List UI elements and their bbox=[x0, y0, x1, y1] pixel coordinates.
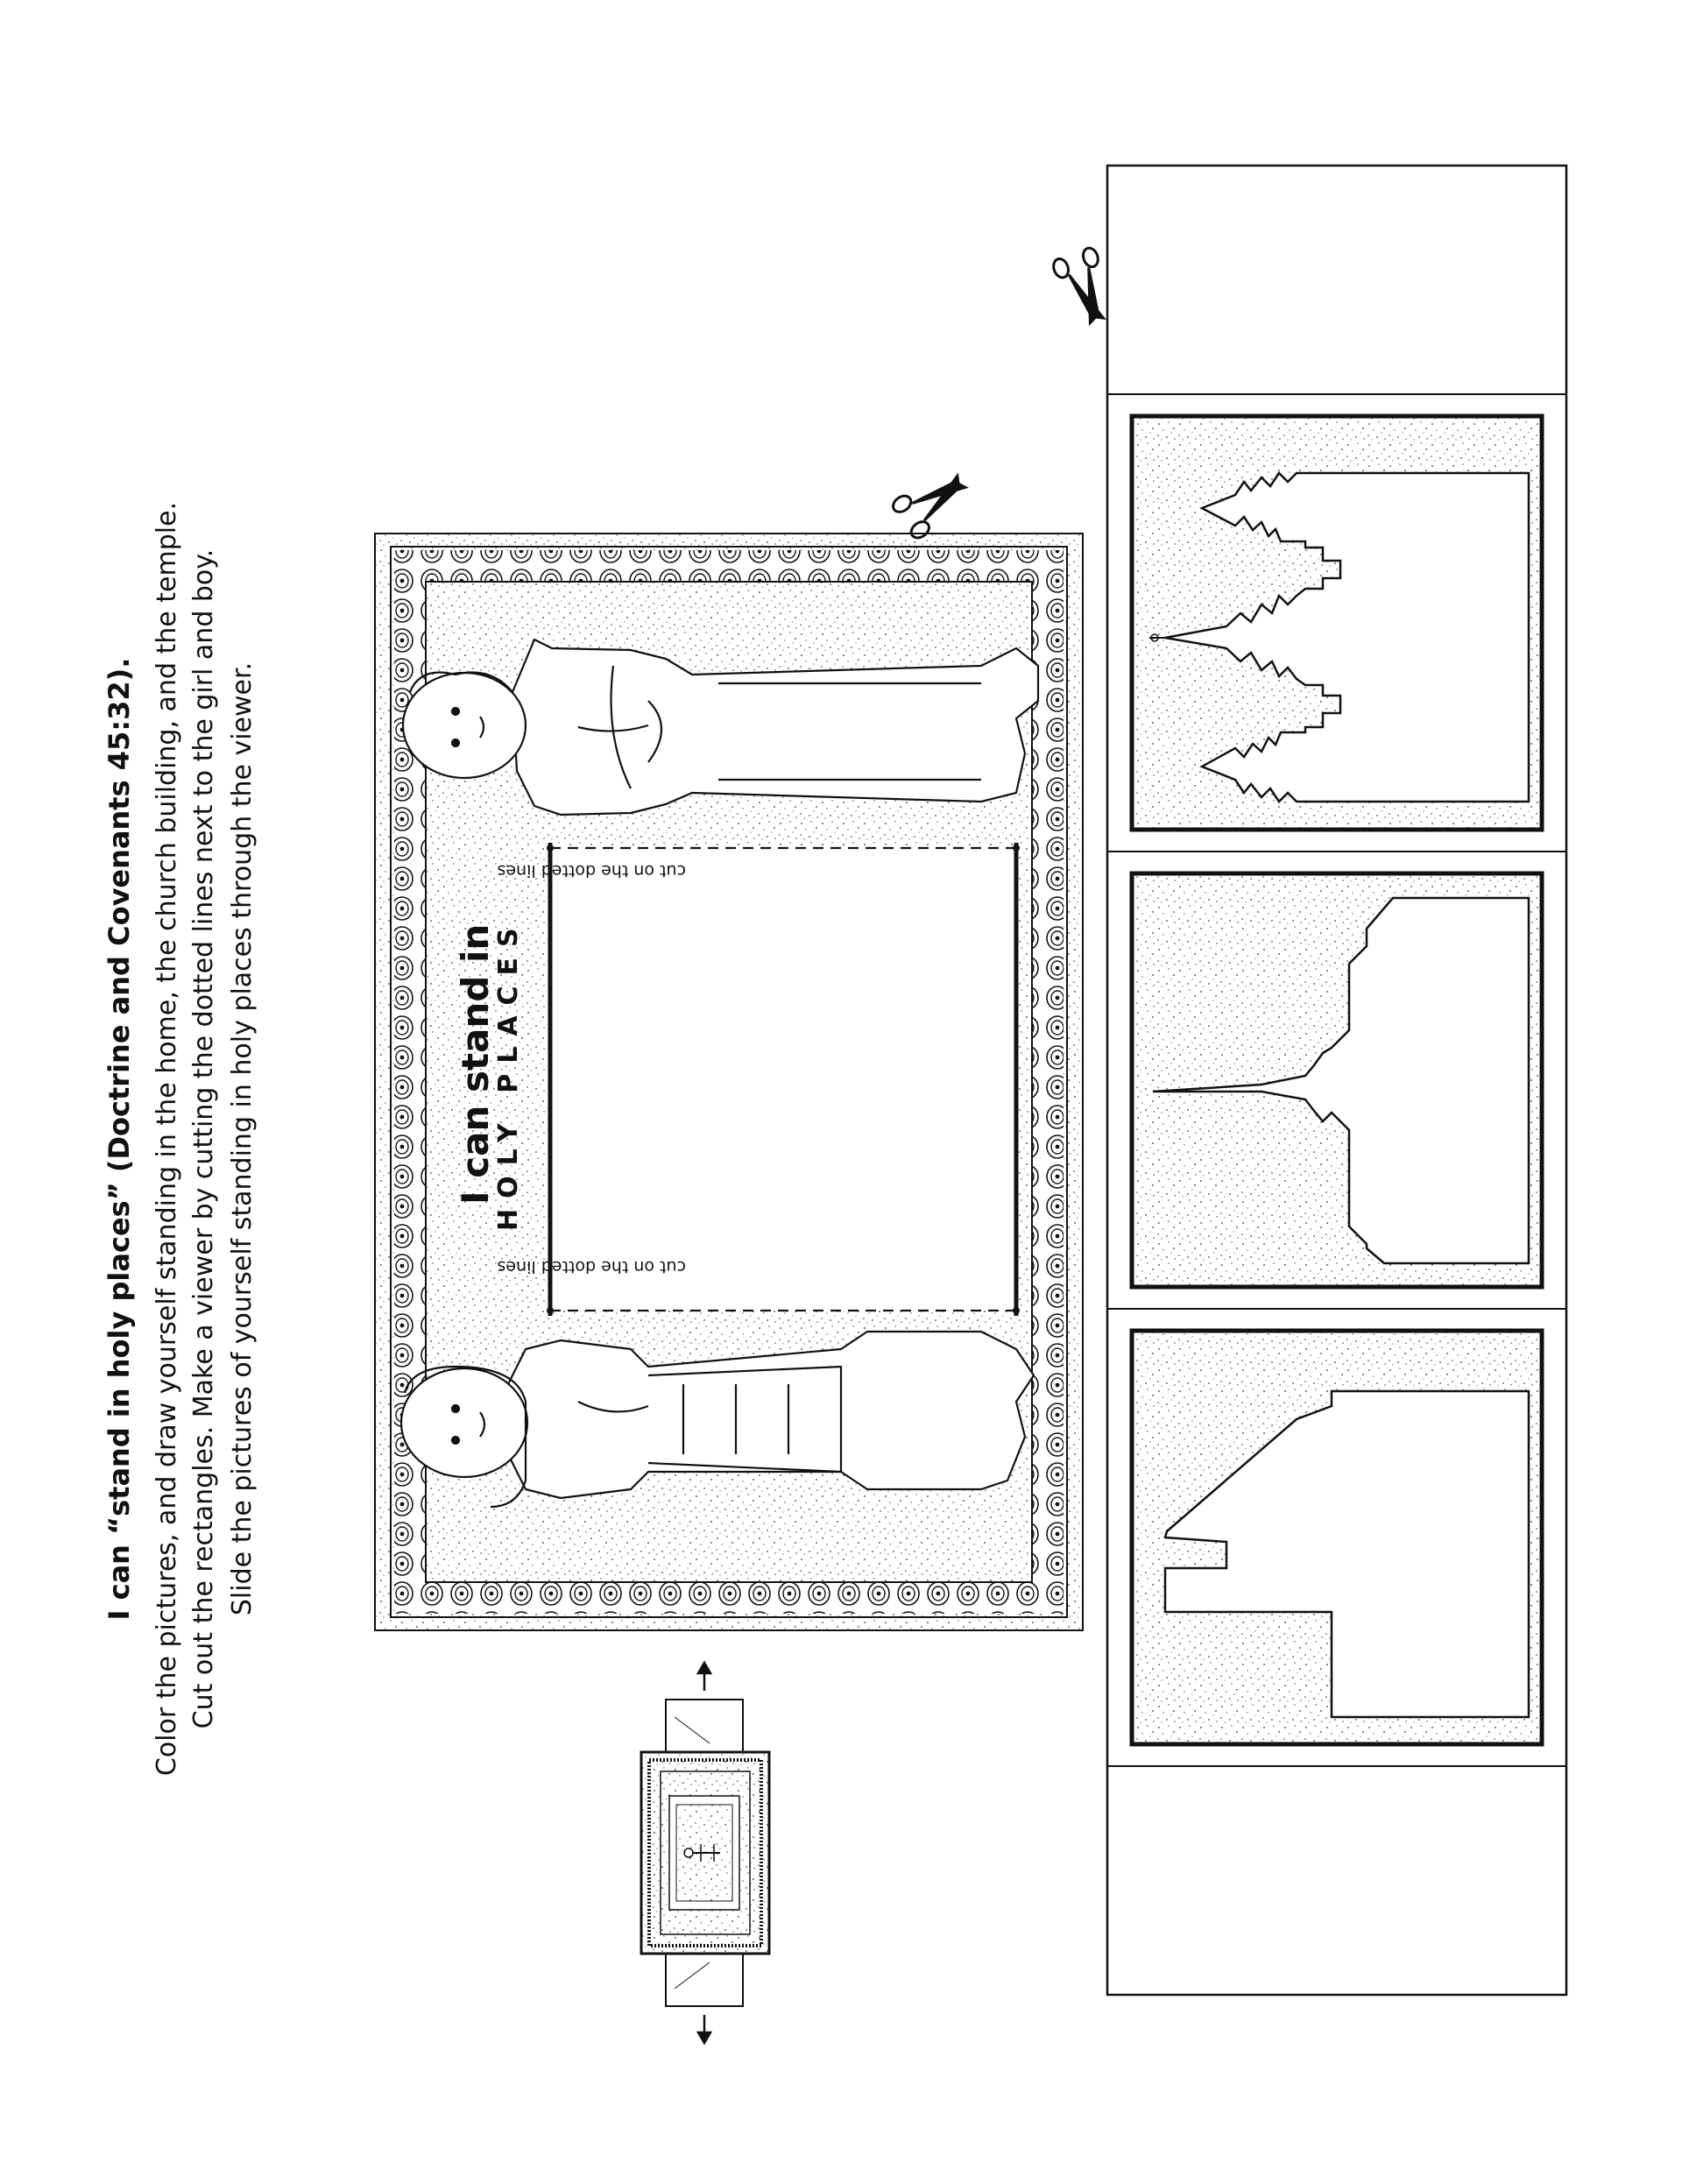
ornamental-border-bottom bbox=[394, 1582, 1064, 1614]
scissors-icon bbox=[890, 463, 974, 541]
church-building-frame bbox=[1132, 873, 1542, 1287]
ornamental-border-top bbox=[394, 550, 1064, 582]
viewer-title-line1: I can stand in bbox=[454, 923, 497, 1205]
instruction-line-1: Color the pictures, and draw yourself standing in the home, the church building, and the temple. bbox=[152, 501, 182, 1777]
arrow-icon bbox=[698, 2015, 710, 2043]
assembled-viewer-diagram bbox=[641, 1700, 769, 2006]
cut-label-bottom: cut on the dotted lines bbox=[497, 1257, 686, 1276]
viewer-title-line2: HOLY PLACES bbox=[493, 917, 524, 1231]
page-title: I can “stand in holy places” (Doctrine and Covenants 45:32). bbox=[102, 657, 136, 1621]
viewer-window bbox=[547, 843, 1020, 1316]
instruction-line-2: Cut out the rectangles. Make a viewer by cutting the dotted lines next to the girl and boy. bbox=[188, 548, 219, 1729]
picture-strip bbox=[1107, 166, 1566, 1995]
home-frame bbox=[1132, 1331, 1542, 1744]
ornamental-border-right bbox=[1032, 550, 1064, 1614]
temple-frame bbox=[1132, 416, 1542, 830]
cut-label-top: cut on the dotted lines bbox=[497, 861, 686, 880]
instruction-line-3: Slide the pictures of yourself standing in holy places through the viewer. bbox=[227, 661, 258, 1616]
arrow-icon bbox=[698, 1663, 710, 1691]
